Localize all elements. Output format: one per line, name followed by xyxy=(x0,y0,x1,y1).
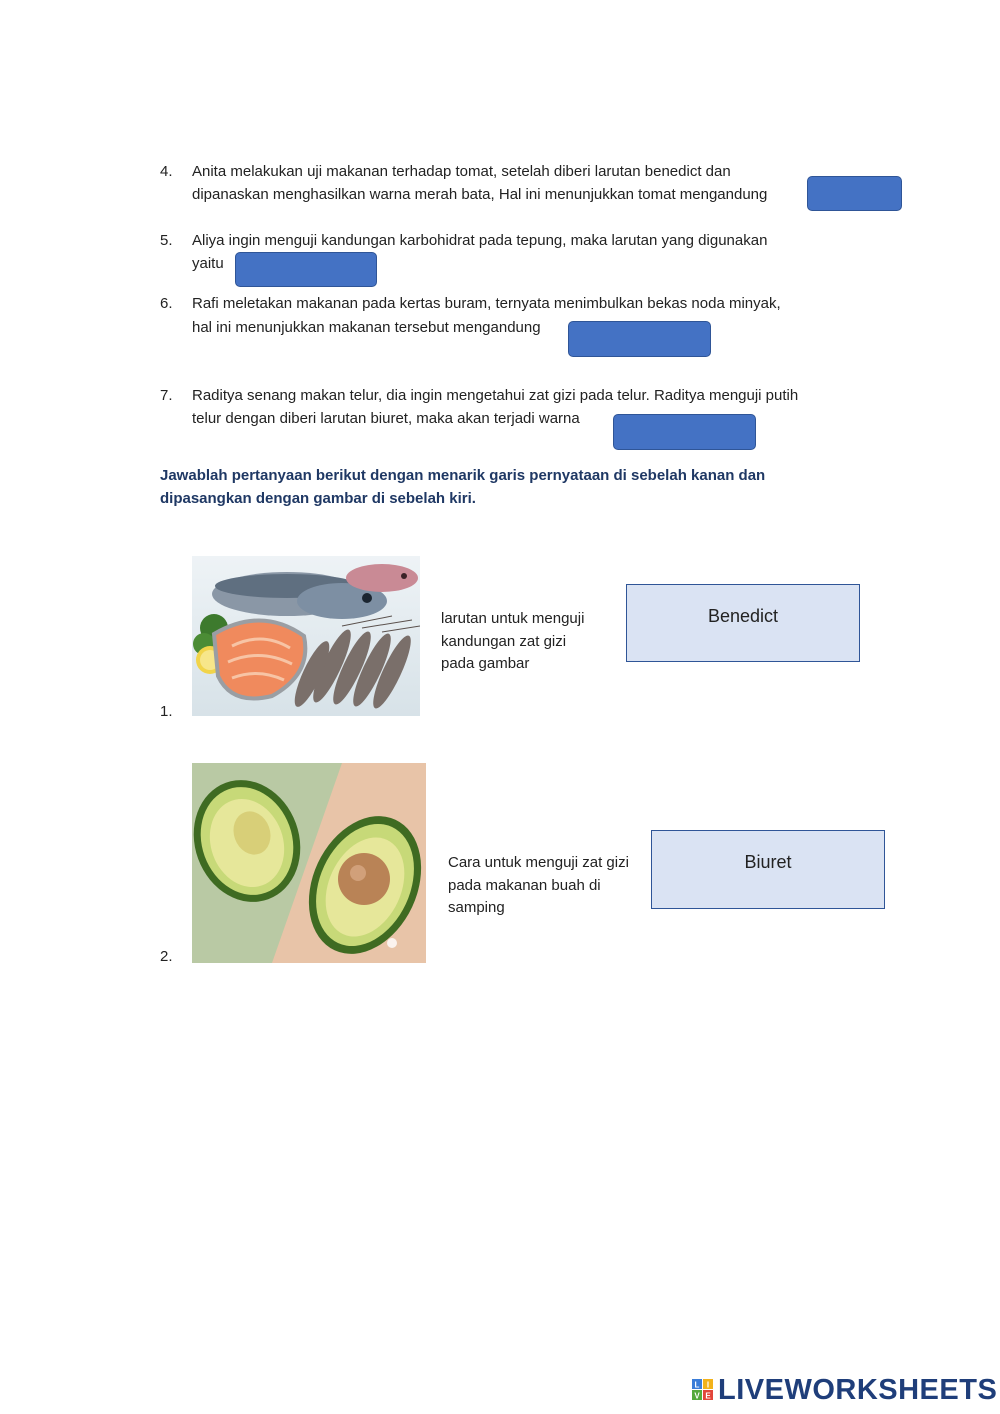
question-text-line: Rafi meletakan makanan pada kertas buram, ternyata menimbulkan bekas noda minyak, xyxy=(192,295,781,312)
description-line: samping xyxy=(448,899,505,916)
question-text-line: telur dengan diberi larutan biuret, maka akan terjadi warna xyxy=(192,410,580,427)
answer-box-label: Biuret xyxy=(744,852,792,872)
question-number: 6. xyxy=(160,295,173,312)
question-text-line: dipanaskan menghasilkan warna merah bata, Hal ini menunjukkan tomat mengandung xyxy=(192,186,768,203)
instruction-line: dipasangkan dengan gambar di sebelah kiri. xyxy=(160,490,476,507)
question-number: 5. xyxy=(160,232,173,249)
avocado-photo xyxy=(192,763,426,963)
answer-box-label: Benedict xyxy=(707,606,779,626)
question-number: 4. xyxy=(160,163,173,180)
match-number-2: 2. xyxy=(160,948,173,965)
liveworksheets-logo-icon xyxy=(692,1378,714,1402)
logo-letter: E xyxy=(705,1391,711,1401)
match-description-1 xyxy=(441,608,584,676)
logo-letter: L xyxy=(694,1380,700,1390)
description-line: pada gambar xyxy=(441,655,530,672)
question-text-line: Anita melakukan uji makanan terhadap tomat, setelah diberi larutan benedict dan xyxy=(192,163,731,180)
logo-letter: V xyxy=(694,1391,700,1401)
instruction-line: Jawablah pertanyaan berikut dengan menarik garis pernyataan di sebelah kanan dan xyxy=(160,467,766,484)
match-number-1: 1. xyxy=(160,703,173,720)
answer-box-benedict[interactable] xyxy=(626,584,860,662)
question-text-line: Aliya ingin menguji kandungan karbohidrat pada tepung, maka larutan yang digunakan xyxy=(192,232,768,249)
answer-blank-7[interactable] xyxy=(613,414,756,450)
answer-box-biuret[interactable] xyxy=(651,830,885,909)
answer-blank-5[interactable] xyxy=(235,252,377,287)
question-text-line: yaitu xyxy=(192,255,224,272)
question-text-line: Raditya senang makan telur, dia ingin mengetahui zat gizi pada telur. Raditya menguji putih xyxy=(192,387,799,404)
instruction-heading xyxy=(160,464,840,510)
answer-blank-4[interactable] xyxy=(807,176,902,211)
answer-blank-6[interactable] xyxy=(568,321,711,357)
seafood-photo xyxy=(192,556,420,716)
question-number: 7. xyxy=(160,387,173,404)
description-line: kandungan zat gizi xyxy=(441,632,567,650)
liveworksheets-brand xyxy=(692,1374,997,1406)
question-text-line: hal ini menunjukkan makanan tersebut mengandung xyxy=(192,319,541,336)
description-line: larutan untuk menguji xyxy=(441,610,585,627)
description-line: Cara untuk menguji zat gizi xyxy=(448,854,629,871)
description-line: pada makanan buah di xyxy=(448,876,601,894)
match-description-2 xyxy=(448,852,629,920)
brand-name: LIVEWORKSHEETS xyxy=(718,1373,998,1406)
logo-letter: I xyxy=(706,1380,710,1390)
